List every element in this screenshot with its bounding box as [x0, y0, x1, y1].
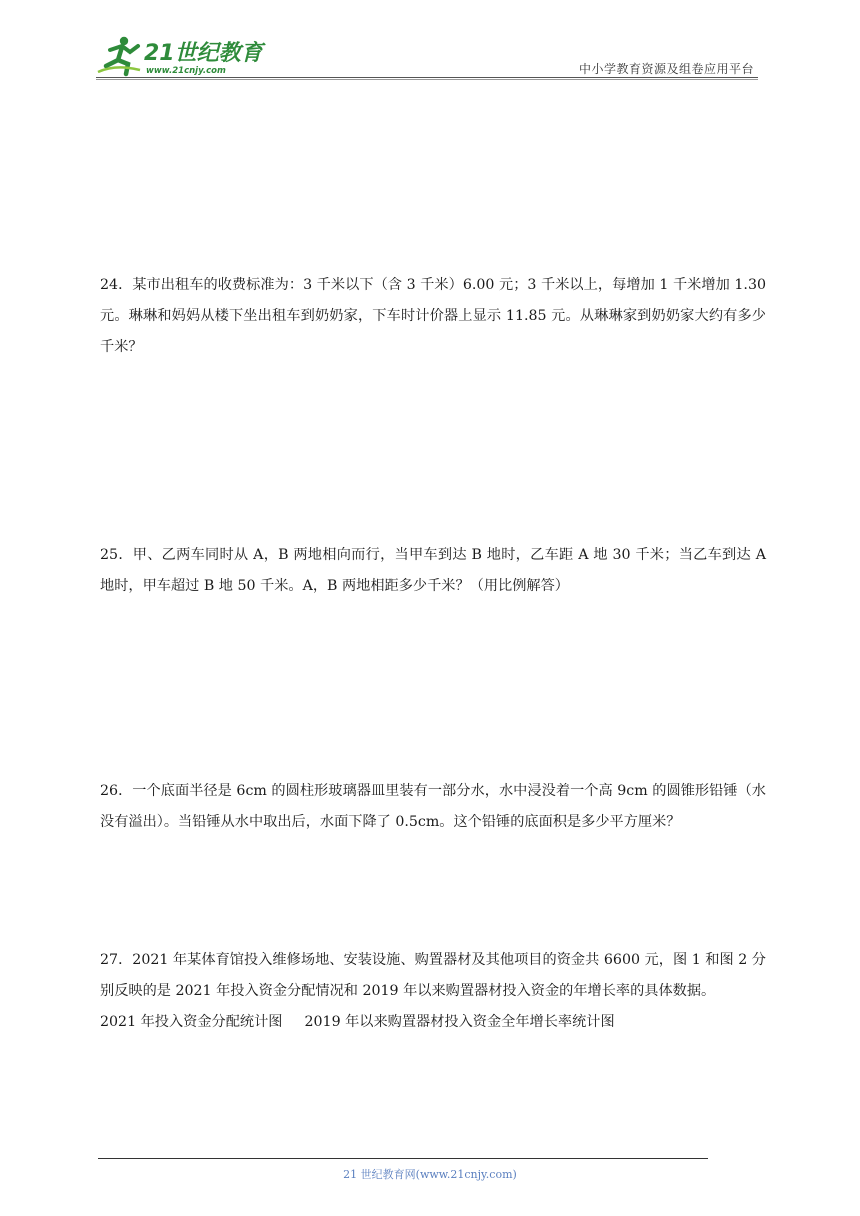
question-26: 26．一个底面半径是 6cm 的圆柱形玻璃器皿里装有一部分水，水中浸没着一个高 9cm 的圆锥形铅锤（水没有溢出）。当铅锤从水中取出后，水面下降了 0.5cm。这个铅锤的底面积是多少平方厘米？ — [100, 783, 766, 830]
header-tagline: 中小学教育资源及组卷应用平台 — [578, 62, 754, 76]
svg-text:www.21cnjy.com: www.21cnjy.com — [146, 66, 226, 76]
question-27-text: 27．2021 年某体育馆投入维修场地、安装设施、购置器材及其他项目的资金共 6600 元，图 1 和图 2 分别反映的是 2021 年投入资金分配情况和 2019 年以来购置器材投入资金的年增长率的具体数据。 — [100, 952, 766, 999]
chart-title-2: 2019 年以来购置器材投入资金全年增长率统计图 — [304, 1014, 615, 1030]
runner-logo-icon — [96, 34, 266, 78]
chart-titles — [100, 1014, 637, 1030]
header-divider — [96, 77, 758, 78]
page-header — [96, 34, 758, 80]
question-27 — [100, 945, 766, 1038]
question-24: 24．某市出租车的收费标准为：3 千米以下（含 3 千米）6.00 元；3 千米以上，每增加 1 千米增加 1.30 元。琳琳和妈妈从楼下坐出租车到奶奶家，下车时计价器上显示 11.85 元。从琳琳家到奶奶家大约有多少千米？ — [100, 277, 766, 355]
header-divider-thin — [96, 79, 758, 80]
chart-title-1: 2021 年投入资金分配统计图 — [100, 1014, 283, 1030]
footer-link[interactable]: 21 世纪教育网(www.21cnjy.com) — [343, 1168, 517, 1181]
question-25: 25．甲、乙两车同时从 A，B 两地相向而行，当甲车到达 B 地时，乙车距 A 地 30 千米；当乙车到达 A 地时，甲车超过 B 地 50 千米。A，B 两地相距多少千米？（用比例解答） — [100, 547, 766, 594]
site-logo[interactable] — [96, 34, 266, 78]
svg-text:21世纪教育: 21世纪教育 — [144, 41, 263, 66]
footer-divider — [98, 1158, 708, 1159]
